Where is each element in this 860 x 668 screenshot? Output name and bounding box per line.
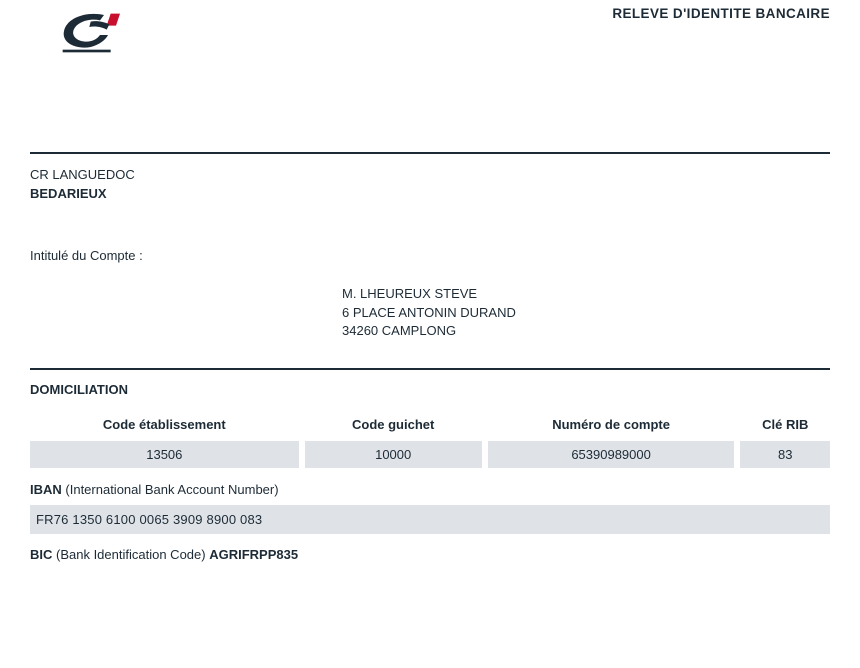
bank-name: CR LANGUEDOC <box>30 167 135 182</box>
column-header-code-etablissement: Code établissement <box>102 417 226 433</box>
credit-agricole-logo-icon <box>52 10 132 56</box>
column-header-code-guichet: Code guichet <box>352 417 435 433</box>
value-code-etablissement: 13506 <box>30 441 299 468</box>
iban-label-rest: (International Bank Account Number) <box>61 482 279 498</box>
holder-address-line2: 34260 CAMPLONG <box>342 323 457 339</box>
holder-name: M. LHEUREUX STEVE <box>342 285 478 301</box>
divider-middle <box>30 368 830 370</box>
holder-address-line1: 6 PLACE ANTONIN DURAND <box>342 304 516 320</box>
account-title-label: Intitulé du Compte : <box>30 247 143 263</box>
iban-value: FR76 1350 6100 0065 3909 8900 083 <box>30 505 830 534</box>
bic-value: AGRIFRPP835 <box>209 547 299 563</box>
rib-table-header <box>30 417 830 432</box>
column-header-cle-rib: Clé RIB <box>762 417 809 433</box>
iban-label <box>30 482 830 497</box>
domiciliation-title: DOMICILIATION <box>30 382 128 398</box>
bank-block <box>30 166 830 204</box>
bic-label-rest: (Bank Identification Code) <box>52 547 210 563</box>
column-header-numero-compte: Numéro de compte <box>552 417 670 433</box>
document-header <box>30 0 830 70</box>
bic-line <box>30 547 830 562</box>
rib-table-row <box>30 441 830 468</box>
value-numero-compte: 65390989000 <box>488 441 735 468</box>
iban-label-bold: IBAN <box>30 482 62 498</box>
bank-city: BEDARIEUX <box>30 185 107 201</box>
divider-top <box>30 152 830 154</box>
account-holder-block <box>342 285 830 342</box>
document-title: RELEVE D'IDENTITE BANCAIRE <box>612 6 830 21</box>
bic-label-bold: BIC <box>30 547 53 563</box>
value-code-guichet: 10000 <box>305 441 482 468</box>
value-cle-rib: 83 <box>740 441 830 468</box>
